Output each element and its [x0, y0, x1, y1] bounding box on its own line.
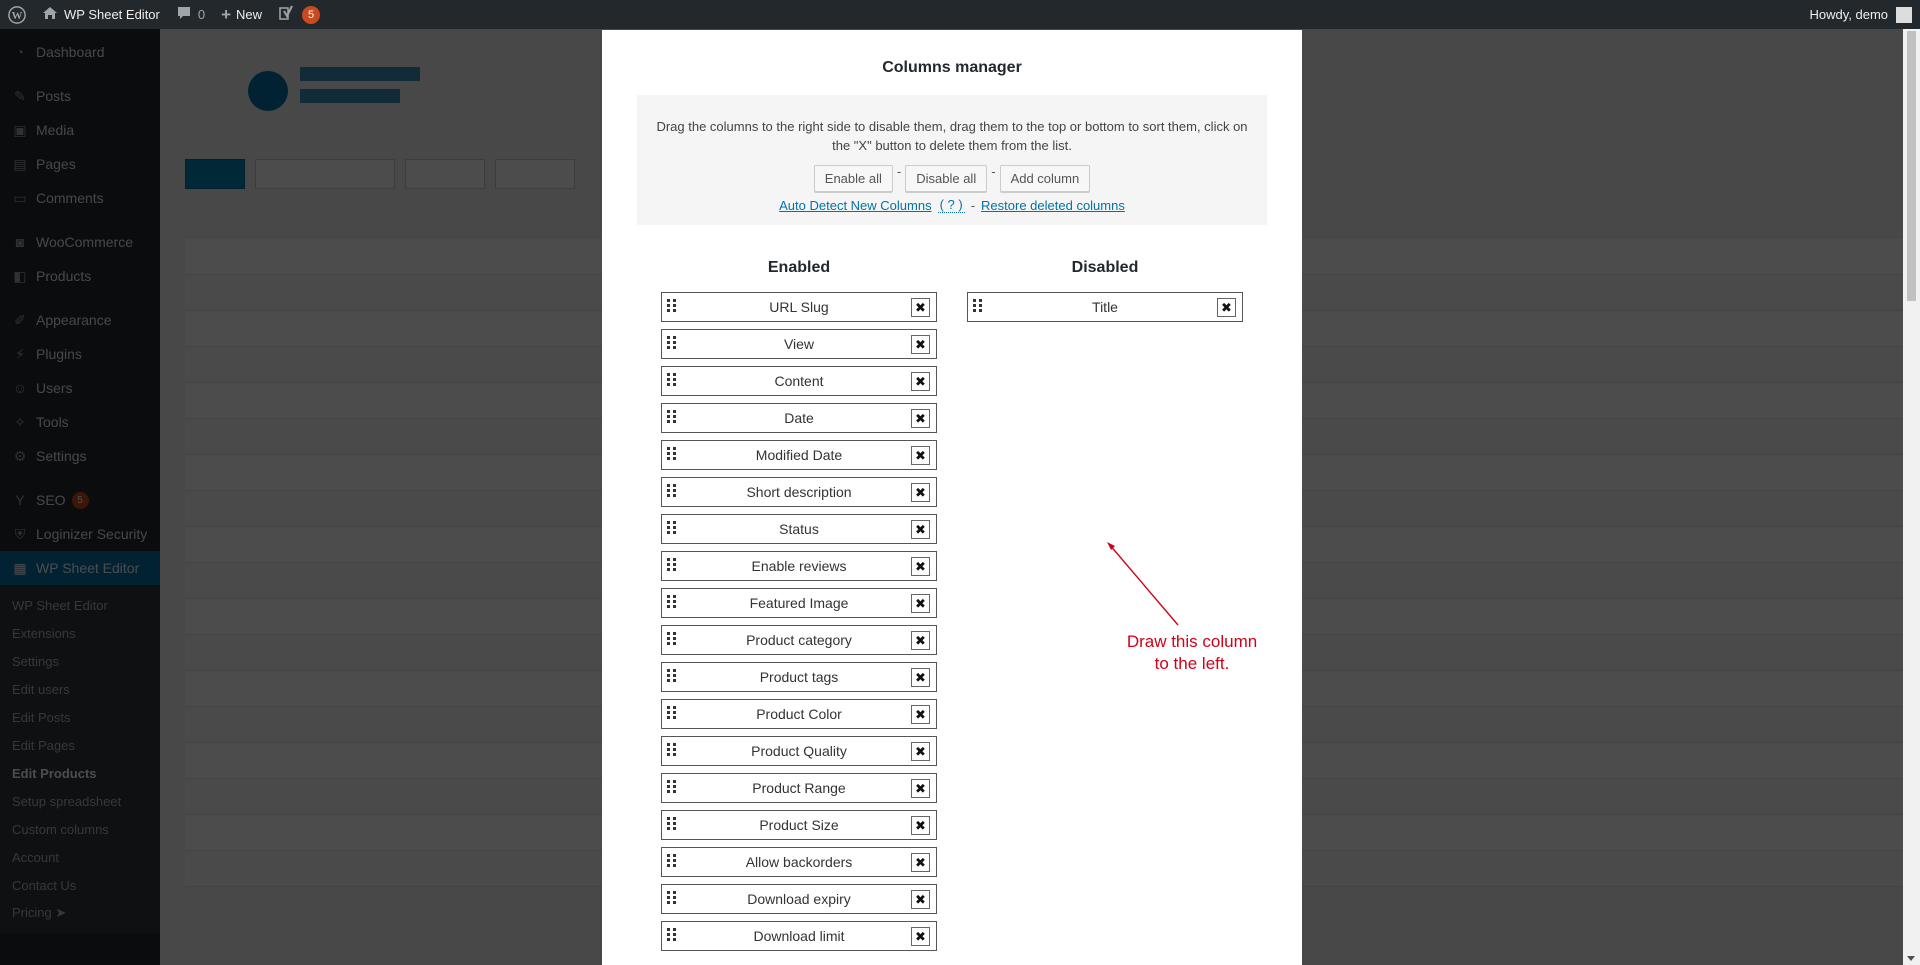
column-item[interactable]: [661, 329, 937, 359]
column-item[interactable]: [661, 292, 937, 322]
column-item[interactable]: [661, 847, 937, 877]
column-item[interactable]: [661, 403, 937, 433]
new-label: New: [236, 7, 263, 22]
separator: -: [991, 164, 996, 179]
instructions-text: Drag the columns to the right side to disable them, drag them to the top or bottom to sort them, click on the "X" button to delete them from the list.: [656, 119, 1248, 153]
annotation-line: to the left.: [1154, 654, 1230, 673]
annotation-line: Draw this column: [1126, 632, 1258, 651]
admin-bar: [0, 0, 1920, 29]
column-item[interactable]: [661, 625, 937, 655]
drag-handle-icon[interactable]: [667, 336, 679, 350]
auto-detect-columns-link[interactable]: Auto Detect New Columns: [779, 197, 932, 213]
remove-column-icon[interactable]: ✖: [911, 816, 930, 835]
separator: -: [896, 164, 902, 179]
drag-handle-icon[interactable]: [667, 484, 679, 498]
drag-handle-icon[interactable]: [667, 780, 679, 794]
remove-column-icon[interactable]: ✖: [911, 520, 930, 539]
drag-handle-icon[interactable]: [667, 299, 679, 313]
help-tooltip-link[interactable]: ( ? ): [939, 197, 963, 212]
remove-column-icon[interactable]: ✖: [911, 446, 930, 465]
scrollbar-thumb[interactable]: [1907, 31, 1916, 301]
drag-handle-icon[interactable]: [667, 817, 679, 831]
column-label: Content: [774, 373, 824, 389]
remove-column-icon[interactable]: ✖: [911, 705, 930, 724]
wordpress-logo-icon[interactable]: [0, 0, 34, 29]
column-label: Status: [779, 521, 819, 537]
columns-manager-modal: [602, 30, 1302, 965]
drag-handle-icon[interactable]: [667, 558, 679, 572]
drag-handle-icon[interactable]: [667, 373, 679, 387]
column-label: URL Slug: [769, 299, 829, 315]
home-icon: [42, 6, 58, 23]
drag-handle-icon[interactable]: [667, 447, 679, 461]
site-name: WP Sheet Editor: [64, 7, 160, 22]
column-label: Product Range: [752, 780, 846, 796]
column-label: Product tags: [759, 669, 839, 685]
column-label: Modified Date: [755, 447, 843, 463]
annotation-arrow-icon: [1092, 537, 1202, 637]
drag-handle-icon[interactable]: [667, 891, 679, 905]
remove-column-icon[interactable]: ✖: [1217, 298, 1236, 317]
column-label: Featured Image: [749, 595, 849, 611]
modal-title: Columns manager: [882, 59, 1022, 76]
enabled-columns-list: [661, 292, 937, 958]
howdy-text: Howdy, demo: [1809, 7, 1888, 22]
comments-link[interactable]: [168, 0, 213, 29]
column-label: Download expiry: [747, 891, 851, 907]
column-item[interactable]: [661, 773, 937, 803]
scroll-down-arrow-icon[interactable]: [1907, 956, 1915, 961]
new-content-link[interactable]: [213, 0, 270, 29]
enable-all-button[interactable]: Enable all: [814, 165, 893, 192]
comment-bubble-icon: [176, 6, 192, 24]
remove-column-icon[interactable]: ✖: [911, 409, 930, 428]
remove-column-icon[interactable]: ✖: [911, 335, 930, 354]
drag-handle-icon[interactable]: [973, 299, 985, 313]
column-item[interactable]: [661, 662, 937, 692]
plus-icon: +: [221, 4, 232, 24]
drag-handle-icon[interactable]: [667, 743, 679, 757]
column-label: Date: [784, 410, 814, 426]
column-item[interactable]: [661, 551, 937, 581]
yoast-icon: [278, 5, 296, 24]
yoast-notification-badge: 5: [302, 6, 320, 24]
disabled-columns-list: [967, 292, 1243, 329]
column-item[interactable]: [661, 440, 937, 470]
column-item[interactable]: [661, 736, 937, 766]
column-item[interactable]: [661, 699, 937, 729]
column-label: Product Size: [759, 817, 839, 833]
drag-handle-icon[interactable]: [667, 521, 679, 535]
remove-column-icon[interactable]: ✖: [911, 668, 930, 687]
column-item[interactable]: [661, 810, 937, 840]
column-label: Enable reviews: [751, 558, 847, 574]
column-label: Download limit: [753, 928, 845, 944]
bulk-actions-row: [649, 165, 1255, 192]
remove-column-icon[interactable]: ✖: [911, 742, 930, 761]
column-label: Product Color: [756, 706, 842, 722]
column-item[interactable]: [661, 514, 937, 544]
remove-column-icon[interactable]: ✖: [911, 779, 930, 798]
enabled-heading: Enabled: [767, 259, 831, 276]
add-column-button[interactable]: Add column: [1000, 165, 1091, 192]
remove-column-icon[interactable]: ✖: [911, 298, 930, 317]
remove-column-icon[interactable]: ✖: [911, 483, 930, 502]
column-item[interactable]: [661, 588, 937, 618]
column-label: Title: [1092, 299, 1118, 315]
links-row: [649, 197, 1255, 213]
comments-count: 0: [197, 7, 206, 22]
remove-column-icon[interactable]: ✖: [911, 890, 930, 909]
column-item[interactable]: [967, 292, 1243, 322]
my-account-link[interactable]: [1801, 0, 1920, 29]
page-scrollbar[interactable]: [1903, 29, 1920, 965]
column-item[interactable]: [661, 921, 937, 951]
instructions-box: [637, 95, 1267, 225]
column-label: View: [783, 336, 815, 352]
remove-column-icon[interactable]: ✖: [911, 853, 930, 872]
columns-area: [602, 225, 1302, 944]
remove-column-icon[interactable]: ✖: [911, 557, 930, 576]
remove-column-icon[interactable]: ✖: [911, 372, 930, 391]
svg-text:W: W: [11, 9, 23, 22]
column-label: Product Quality: [751, 743, 847, 759]
drag-handle-icon[interactable]: [667, 854, 679, 868]
column-item[interactable]: [661, 884, 937, 914]
drag-handle-icon[interactable]: [667, 632, 679, 646]
column-label: Allow backorders: [745, 854, 853, 870]
separator: -: [970, 197, 976, 213]
yoast-seo-link[interactable]: [270, 0, 328, 29]
drag-handle-icon[interactable]: [667, 669, 679, 683]
column-label: Short description: [746, 484, 852, 500]
drag-handle-icon[interactable]: [667, 410, 679, 424]
avatar: [1896, 7, 1912, 23]
remove-column-icon[interactable]: ✖: [911, 927, 930, 946]
drag-handle-icon[interactable]: [667, 595, 679, 609]
drag-handle-icon[interactable]: [667, 706, 679, 720]
disabled-heading: Disabled: [1071, 259, 1139, 276]
remove-column-icon[interactable]: ✖: [911, 631, 930, 650]
drag-handle-icon[interactable]: [667, 928, 679, 942]
site-name-link[interactable]: [34, 0, 168, 29]
column-item[interactable]: [661, 366, 937, 396]
annotation-text: [1107, 631, 1277, 675]
restore-deleted-columns-link[interactable]: Restore deleted columns: [981, 197, 1125, 213]
column-label: Product category: [746, 632, 852, 648]
column-item[interactable]: [661, 477, 937, 507]
remove-column-icon[interactable]: ✖: [911, 594, 930, 613]
disable-all-button[interactable]: Disable all: [905, 165, 987, 192]
